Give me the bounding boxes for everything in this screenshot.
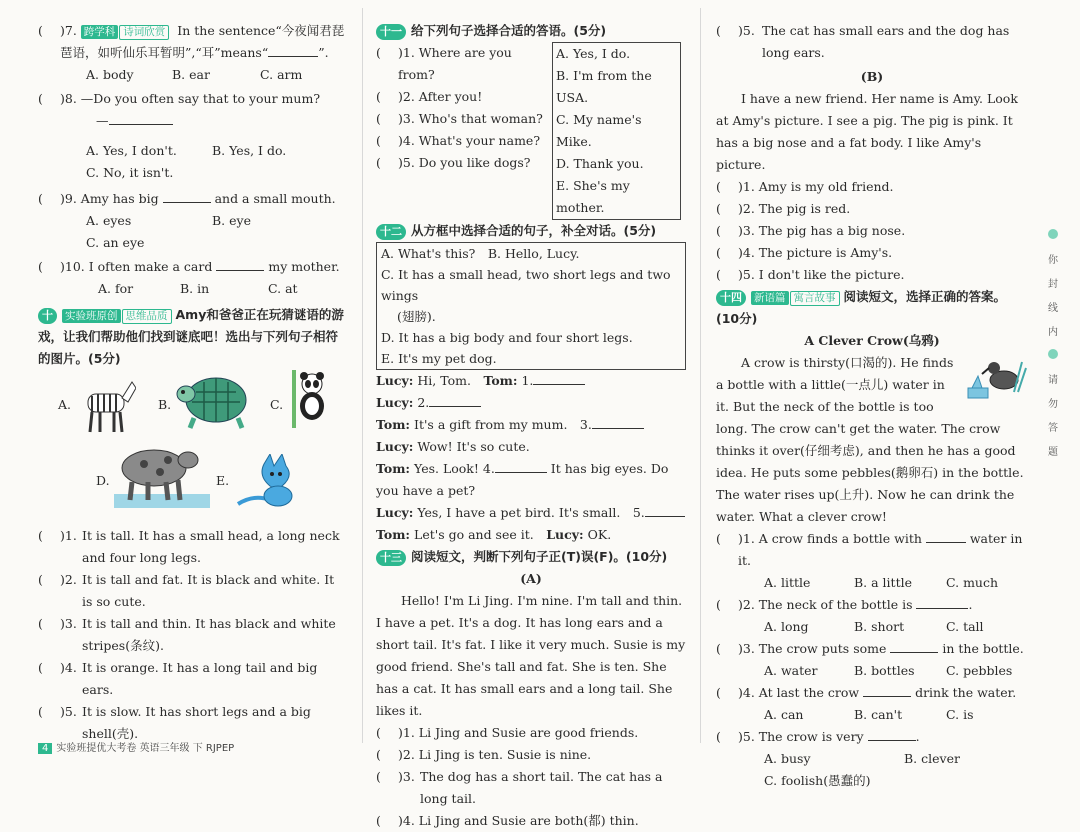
answer-blank[interactable] [926,542,966,543]
crow-picture [964,352,1028,402]
answer-box: A. Yes, I do. B. I'm from the USA. C. My name's Mike. D. Thank you. E. She's my mother. [552,42,681,220]
section-14-items: ( )1. A crow finds a bottle with water in it. A. little B. a little C. much ( )2. The neck of the bottle is . A. long B. short C. tall ( )3. The crow puts some in the bottle. A. water B. bottles C. pebbles ( )4. At last the crow drink the water. A. can B. can't C. is ( )5. The crow is very . A. busy B. clever C. foolish(愚蠢的) [716,531,1024,788]
passage-a-title: (A) [520,571,542,586]
sentence-box: A. What's this? B. Hello, Lucy. C. It has a small head, two short legs and two wings (翅膀). D. It has a big body and four short legs. E. It's my pet dog. [376,242,686,370]
question-10: ( )10. I often make a card my mother. [38,259,340,274]
riddle-item: ( )4. It is orange. It has a long tail and big ears. [38,660,318,697]
section-10-heading: 十 实验班原创 思维品质 Amy和爸爸正在玩猜谜语的游戏，让我们帮助他们找到谜底吧！选出与下列句子相符的图片。(5分) [38,307,344,366]
answer-blank[interactable] [216,270,264,271]
animal-pictures: A. B. C. D. E. [38,370,348,525]
answer-blank[interactable] [495,472,547,473]
section-12-heading: 十二 从方框中选择合适的句子，补全对话。(5分) [376,220,686,242]
question-8: ( )8. —Do you often say that to your mum? [38,91,321,106]
answer-blank[interactable] [109,124,173,125]
riddle-item: ( )3. It is tall and thin. It has black and white stripes(条纹). [38,616,336,653]
options: A. Yes, I don't. B. Yes, I do. [86,143,287,158]
section-11-heading: 十一 给下列句子选择合适的答语。(5分) [376,20,686,42]
seal-dot-icon [1048,229,1058,239]
cross-subject-badge: 跨学科 [81,25,119,39]
column-right: ( )5. The cat has small ears and the dog has long ears. (B) I have a new friend. Her name is Amy. Look at Amy's picture. I see a pig. The pig is pink. It has a big nose and a fat body. I like Amy's picture. ( )1. Amy is my old friend. ( )2. The pig is red. ( )3. The pig has a big nose. ( )4. The picture is Amy's. ( )5. I don't like the picture. 十四 新语篇 寓言故事 阅读短文，选择正确的答案。(10分) A Clever Crow(乌鸦) A crow is thirsty(口渴的). He finds a bottle with a little(一点儿) water in it. But the neck of the bottle is too long. The crow can't get the water. The crow thinks it over(仔细考虑), and then he has a good idea. He puts some pebbles(鹅卵石) in the bottle. The water rises up(上升). Now he can drink the water. What a clever crow! ( )1. A crow finds a bottle with water in it. A. little B. a little C. much ( )2. The neck of the bottle is . A. long B. short C. tall ( )3. The crow puts some in the bottle. A. water B. bottles C. pebbles ( )4. At last the crow drink the water. A. can B. can't C. is ( )5. The crow is very . A. busy B. clever C. foolish(愚蠢的) [716,20,1028,792]
answer-blank[interactable] [868,740,916,741]
passage-b-title: (B) [860,69,884,84]
zebra-picture [78,376,136,436]
answer-blank[interactable] [268,56,318,57]
question-9: ( )9. Amy has big and a small mouth. [38,191,336,206]
passage-b: I have a new friend. Her name is Amy. Look at Amy's picture. I see a pig. The pig is pink. It has a big nose and a fat body. I like Amy's picture. [716,91,1018,172]
options: A. eyes B. eye [86,213,251,228]
riddle-item: ( )1. It is tall. It has a small head, a long neck and four long legs. [38,528,340,565]
riddle-item: ( )5. It is slow. It has short legs and a big shell(壳). [38,704,311,741]
column-divider [700,8,701,743]
answer-blank[interactable] [916,608,968,609]
answer-blank[interactable] [429,406,481,407]
options: C. an eye [86,235,145,250]
answer-blank[interactable] [890,652,938,653]
section-13-heading: 十三 阅读短文，判断下列句子正(T)误(F)。(10分) [376,546,686,568]
poetry-tag: 诗词欣赏 [119,25,169,40]
page-number: 4 [38,743,52,754]
answer-blank[interactable] [163,202,211,203]
giraffe-picture [114,442,210,510]
answer-blank[interactable] [592,428,644,429]
riddle-item: ( )2. It is tall and fat. It is black and white. It is so cute. [38,572,335,609]
question-7: ( )7. 跨学科 诗词欣赏 In the sentence“今夜闻君琵琶语，如听仙乐耳暂明”,“耳”means“ ”. [38,23,345,60]
passage-a: Hello! I'm Li Jing. I'm nine. I'm tall and thin. I have a pet. It's a dog. It has long ears and a short tail. It's fat. I like it very much. Susie is my good friend. She's tall and fat. She is ten. She has a cat. It has small ears and a long tail. She likes it. [376,593,686,718]
options: A. body B. ear C. arm [86,67,303,82]
seal-dot-icon [1048,349,1058,359]
turtle-picture [174,370,254,432]
fox-picture [234,454,306,508]
section-14-heading: 十四 新语篇 寓言故事 阅读短文，选择正确的答案。(10分) [716,289,1007,326]
answer-blank[interactable] [645,516,685,517]
page-footer: 4 实验班提优大考卷 英语三年级 下 RJPEP [38,739,234,754]
story-title: A Clever Crow(乌鸦) [804,333,940,348]
binding-margin: 你 封 线 内 请 勿 答 题 [1044,225,1062,465]
answer-blank[interactable] [863,696,911,697]
column-divider [362,8,363,743]
panda-picture [290,370,330,428]
options: A. for B. in C. at [98,281,298,296]
options: C. No, it isn't. [86,165,174,180]
section-10-items [38,525,348,745]
dialog: Lucy: Hi, Tom. Tom: 1. Lucy: 2. Tom: It's a gift from my mum. 3. Lucy: Wow! It's so cute. Tom: Yes. Look! 4. It has big eyes. Do you have a pet? Lucy: Yes, I have a pet bird. It's small. 5. Tom: Let's go and see it. Lucy: OK. [376,370,686,546]
column-left: ( )7. 跨学科 诗词欣赏 In the sentence“今夜闻君琵琶语，如听仙乐耳暂明”,“耳”means“ ”. A. body B. ear C. arm ( )8. —Do you often say that to your mum? — A. Yes, I don't. B. Yes, I do. C. No, it isn't. ( )9. Amy has big and a small mouth. A. eyes B. eye C. an eye ( )10. I often make a card my mother. A. for B. in C. at 十 实验班原创 思维品质 Amy和爸爸正在玩猜谜语的游戏，让我们帮助他们找到谜底吧！选出与下列句子相符的图片。(5分) A. B. C. D. E. ( )1. It is tall. It has a small head, a long neck and four long legs. ( )2. It is tall and fat. It is black and white. It is so cute. ( )3. It is tall and thin. It has black and white stripes(条纹). ( )4. It is orange. It has a long tail and big ears. ( )5. It is slow. It has short legs and a big shell(壳). [38,20,348,745]
answer-blank[interactable] [533,384,585,385]
matching-table: ( )1. Where are you from? ( )2. After you! ( )3. Who's that woman? ( )4. What's your name? ( )5. Do you like dogs? A. Yes, I do. B. I'm from the USA. C. My name's Mike. D. Thank you. E. She's my mother. [376,42,686,220]
story-passage: A crow is thirsty(口渴的). He finds a bottle with a little(一点儿) water in it. But the neck of the bottle is too long. The crow can't get the water. The crow thinks it over(仔细考虑), and then he has a good idea. He puts some pebbles(鹅卵石) in the bottle. The water rises up(上升). Now he can drink the water. What a clever crow! [716,355,1024,524]
column-middle: 十一 给下列句子选择合适的答语。(5分) ( )1. Where are you from? ( )2. After you! ( )3. Who's that woman? ( )4. What's your name? ( )5. Do you like dogs? A. Yes, I do. B. I'm from the USA. C. My name's Mike. D. Thank you. E. She's my mother. 十二 从方框中选择合适的句子，补全对话。(5分) A. What's this? B. Hello, Lucy. C. It has a small head, two short legs and two wings (翅膀). D. It has a big body and four short legs. E. It's my pet dog. Lucy: Hi, Tom. Tom: 1. Lucy: 2. Tom: It's a gift from my mum. 3. Lucy: Wow! It's so cute. Tom: Yes. Look! 4. It has big eyes. Do you have a pet? Lucy: Yes, I have a pet bird. It's small. 5. Tom: Let's go and see it. Lucy: OK. 十三 阅读短文，判断下列句子正(T)误(F)。(10分) (A) Hello! I'm Li Jing. I'm nine. I'm tall and thin. I have a pet. It's a dog. It has long ears and a short tail. It's fat. I like it very much. Susie is my good friend. She's tall and fat. She is ten. She has a cat. It has small ears and a long tail. She likes it. ( )1. Li Jing and Susie are good friends. ( )2. Li Jing is ten. Susie is nine. ( )3. The dog has a short tail. The cat has a long tail. ( )4. Li Jing and Susie are both(都) thin. [376,20,686,832]
